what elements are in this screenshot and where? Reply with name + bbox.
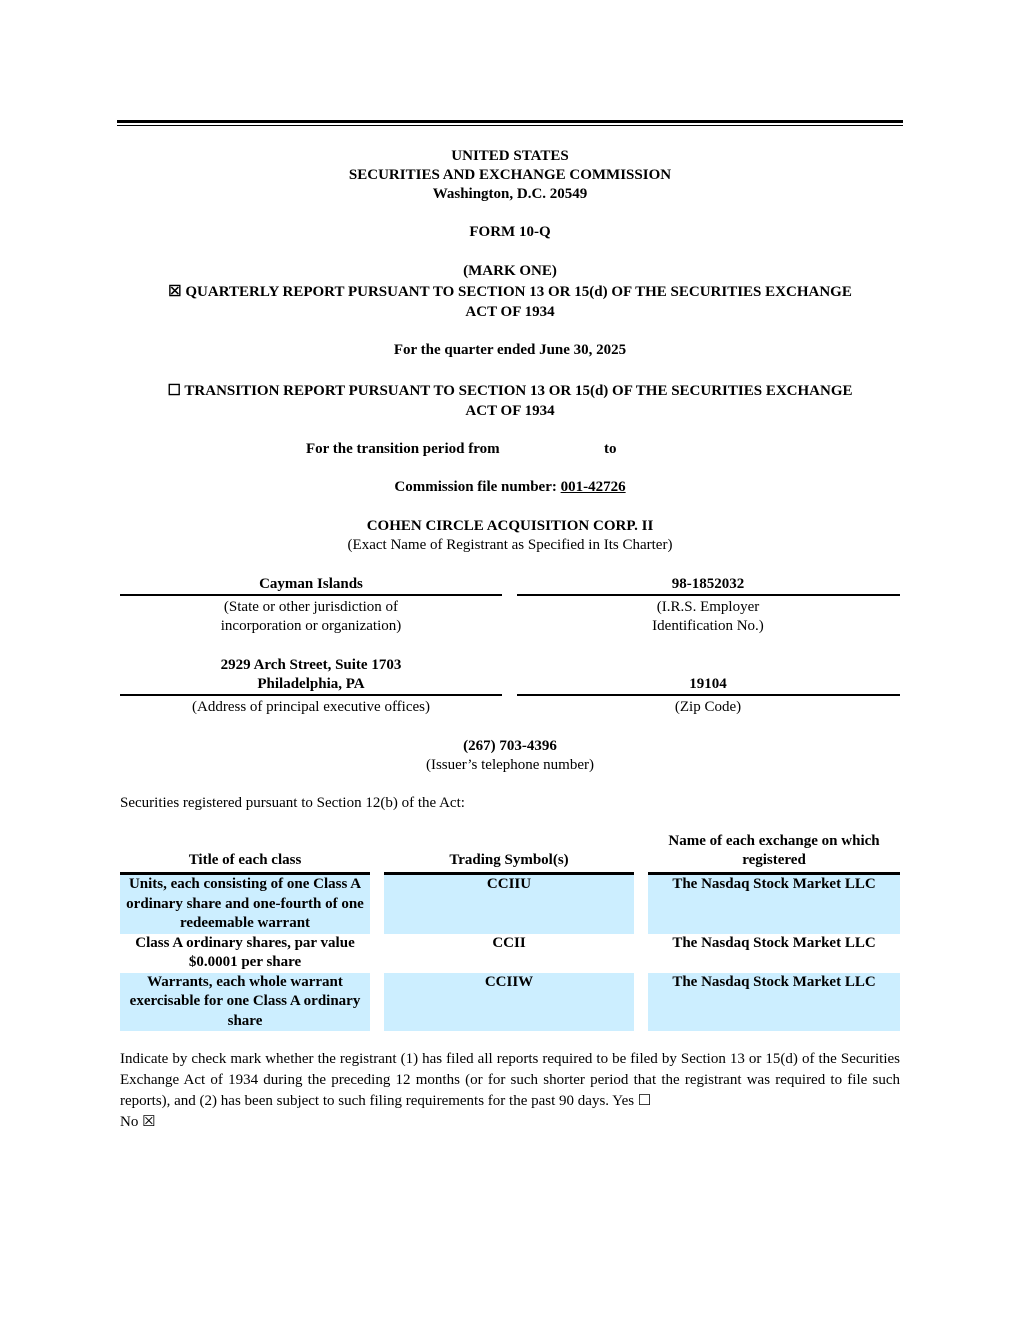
header-united-states: UNITED STATES	[451, 148, 569, 164]
irs-caption-1: (I.R.S. Employer	[656, 599, 760, 615]
quarter-ended: For the quarter ended June 30, 2025	[393, 342, 627, 358]
top-rule-thick	[117, 120, 903, 123]
transition-period-from: For the transition period from	[306, 441, 500, 457]
zip-underline	[517, 694, 900, 696]
zip-caption: (Zip Code)	[674, 699, 742, 715]
address-line-1: 2929 Arch Street, Suite 1703	[220, 657, 402, 673]
indicate-paragraph	[120, 1049, 900, 1133]
header-trading-symbol: Trading Symbol(s)	[384, 832, 634, 874]
header-washington: Washington, D.C. 20549	[432, 186, 588, 202]
registrant-name-caption: (Exact Name of Registrant as Specified in Its Charter)	[347, 537, 673, 553]
securities-header-row	[120, 832, 900, 874]
header-exchange	[648, 832, 900, 874]
state-value: Cayman Islands	[259, 576, 363, 592]
commission-file-label: Commission file number:	[394, 479, 557, 495]
row-symbol: CCII	[492, 934, 526, 951]
zip-value: 19104	[689, 676, 727, 692]
quarterly-report-line-2: ACT OF 1934	[465, 304, 555, 320]
table-row	[120, 934, 900, 973]
irs-caption-2: Identification No.)	[652, 618, 764, 634]
transition-period-to: to	[604, 441, 617, 457]
securities-table	[120, 832, 900, 1031]
quarterly-report-line-1: ☒ QUARTERLY REPORT PURSUANT TO SECTION 13 OR 15(d) OF THE SECURITIES EXCHANGE	[168, 284, 852, 300]
irs-value: 98-1852032	[671, 576, 745, 592]
state-underline	[120, 594, 502, 596]
row-title: Class A ordinary shares, par value $0.0001 per share	[135, 934, 355, 970]
table-row	[120, 973, 900, 1032]
registrant-name: COHEN CIRCLE ACQUISITION CORP. II	[366, 518, 654, 534]
commission-file	[117, 478, 903, 497]
mark-one-label: (MARK ONE)	[463, 263, 557, 279]
state-caption-2: incorporation or organization)	[220, 618, 402, 634]
row-title: Units, each consisting of one Class A ordinary share and one-fourth of one redeemable warrant	[120, 874, 370, 934]
commission-file-number: 001-42726	[560, 479, 626, 495]
header-title-of-class: Title of each class	[120, 832, 370, 874]
transition-report-line-2: ACT OF 1934	[465, 403, 555, 419]
state-caption-1: (State or other jurisdiction of	[223, 599, 399, 615]
row-exchange: The Nasdaq Stock Market LLC	[648, 874, 900, 934]
phone-value: (267) 703-4396	[463, 738, 557, 754]
transition-report-line-1: ☐ TRANSITION REPORT PURSUANT TO SECTION 13 OR 15(d) OF THE SECURITIES EXCHANGE	[167, 383, 853, 399]
header-exchange-line-1: Name of each exchange on which	[668, 833, 880, 849]
header-exchange-line-2: registered	[742, 852, 806, 868]
indicate-text: Indicate by check mark whether the registrant (1) has filed all reports required to be filed by Section 13 or 15(d) of the Securities Exchange Act of 1934 during the preceding 12 months (or for such shorter period that the registrant was required to file such reports), and (2) has been subject to such filing requirements for the past 90 days.	[120, 1051, 900, 1109]
row-exchange: The Nasdaq Stock Market LLC	[648, 973, 900, 1032]
header-sec: SECURITIES AND EXCHANGE COMMISSION	[348, 167, 672, 183]
indicate-yes: Yes ☐	[612, 1093, 652, 1109]
form-title: FORM 10-Q	[469, 224, 551, 240]
phone-caption: (Issuer’s telephone number)	[425, 757, 594, 773]
row-symbol: CCIIU	[384, 874, 634, 934]
irs-underline	[517, 594, 900, 596]
row-symbol: CCIIW	[384, 973, 634, 1032]
row-exchange: The Nasdaq Stock Market LLC	[672, 934, 876, 951]
address-underline	[120, 694, 502, 696]
row-title: Warrants, each whole warrant exercisable for one Class A ordinary share	[120, 973, 370, 1032]
address-caption: (Address of principal executive offices)	[192, 699, 430, 715]
top-rule-thin	[117, 125, 903, 126]
securities-intro: Securities registered pursuant to Section 12(b) of the Act:	[120, 795, 465, 811]
table-row	[120, 874, 900, 934]
indicate-no: No ☒	[120, 1114, 156, 1130]
address-line-2: Philadelphia, PA	[257, 676, 365, 692]
